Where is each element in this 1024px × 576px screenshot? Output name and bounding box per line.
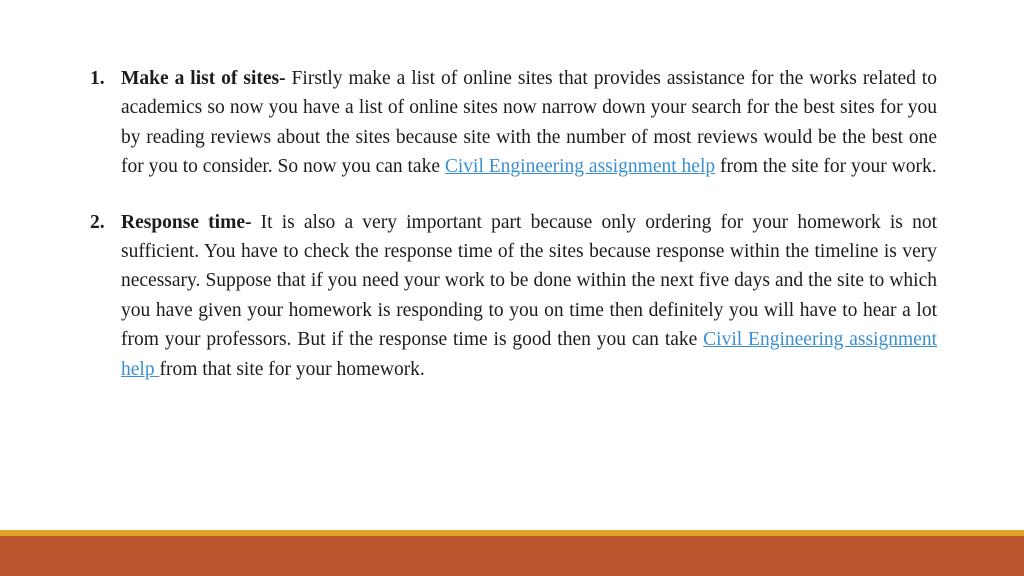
list-item-heading: Response time- — [121, 211, 252, 233]
list-item-number: 2. — [90, 211, 105, 233]
list-item — [90, 208, 937, 384]
list-item-text-end: from that site for your homework. — [159, 358, 425, 380]
list-item-number: 1. — [90, 68, 105, 89]
list-item-body — [121, 64, 937, 182]
footer-bar — [0, 536, 1024, 576]
list-item-heading: Make a list of sites- — [121, 68, 286, 89]
list-item — [90, 64, 937, 182]
numbered-list — [90, 64, 937, 410]
list-item-text-end: from the site for your work. — [715, 156, 937, 178]
list-item-text: Firstly make a list of online sites that provides assistance for the works related to academics so now you have a list of online sites now narrow down your search for the best sites for you by reading reviews about the sites because site with the number of most reviews would be the best one for you to consider. So now you can take — [121, 68, 937, 178]
list-item-body — [121, 208, 937, 384]
civil-engineering-help-link[interactable]: Civil Engineering assignment help — [444, 156, 716, 178]
list-item-text: It is also a very important part because only ordering for your homework is not sufficient. You have to check the response time of the sites because response within the timeline is very necessary. Suppose that if you need your work to be done within the next five days and the site to which you have given your homework is responding to you on time then definitely you will have to hear a lot from your professors. But if the response time is good then you can take — [121, 211, 937, 351]
civil-engineering-help-link[interactable]: Civil Engineering assignment help — [121, 329, 937, 380]
